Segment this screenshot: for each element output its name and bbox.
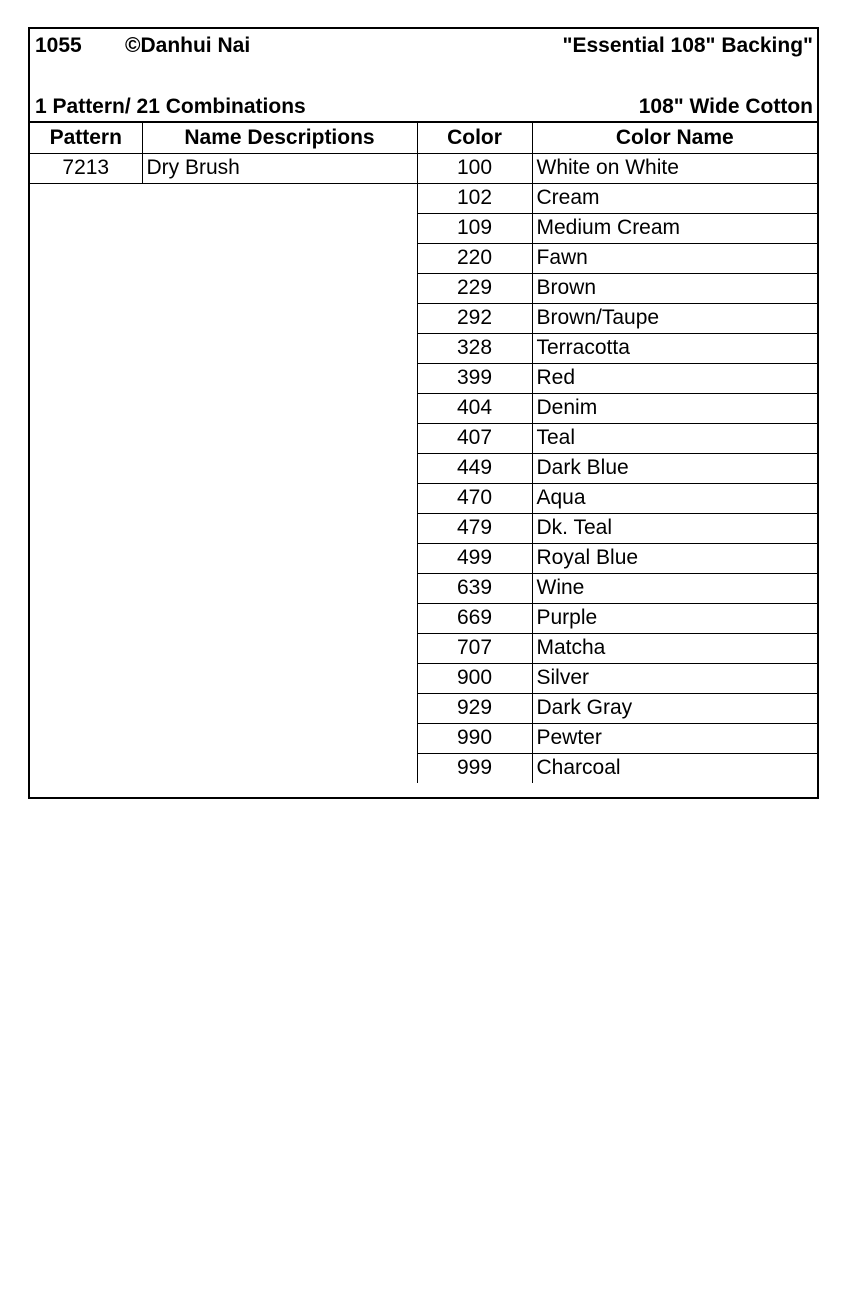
color-code: 929 — [417, 693, 532, 723]
color-name: Royal Blue — [532, 543, 817, 573]
pattern-count: 1 Pattern/ 21 Combinations — [35, 95, 306, 118]
color-card-sheet — [28, 27, 819, 799]
column-header-color-name: Color Name — [532, 122, 817, 153]
color-name: Terracotta — [532, 333, 817, 363]
color-name: Wine — [532, 573, 817, 603]
column-header-name-descriptions: Name Descriptions — [142, 122, 417, 153]
color-code: 479 — [417, 513, 532, 543]
color-code: 100 — [417, 153, 532, 183]
color-code: 470 — [417, 483, 532, 513]
collection-title: "Essential 108" Backing" — [562, 34, 813, 57]
fabric-width: 108" Wide Cotton — [638, 95, 813, 118]
color-name: Cream — [532, 183, 817, 213]
color-code: 990 — [417, 723, 532, 753]
color-name: Dark Gray — [532, 693, 817, 723]
color-code: 669 — [417, 603, 532, 633]
color-code: 999 — [417, 753, 532, 783]
color-name: Dark Blue — [532, 453, 817, 483]
color-code: 109 — [417, 213, 532, 243]
column-header-color: Color — [417, 122, 532, 153]
table-header-row — [30, 122, 817, 153]
color-code: 220 — [417, 243, 532, 273]
color-name: Matcha — [532, 633, 817, 663]
color-name: Medium Cream — [532, 213, 817, 243]
color-name: Dk. Teal — [532, 513, 817, 543]
color-name: Teal — [532, 423, 817, 453]
color-name: Charcoal — [532, 753, 817, 783]
color-code: 707 — [417, 633, 532, 663]
color-name: Fawn — [532, 243, 817, 273]
color-name: Brown/Taupe — [532, 303, 817, 333]
designer-name: ©Danhui Nai — [125, 34, 251, 57]
color-code: 449 — [417, 453, 532, 483]
color-code: 407 — [417, 423, 532, 453]
color-name: Brown — [532, 273, 817, 303]
table-row — [30, 153, 817, 183]
color-name: Purple — [532, 603, 817, 633]
collection-number: 1055 — [35, 34, 82, 57]
color-code: 499 — [417, 543, 532, 573]
color-name: Silver — [532, 663, 817, 693]
pattern-name: Dry Brush — [142, 153, 417, 183]
color-name: Aqua — [532, 483, 817, 513]
color-code: 292 — [417, 303, 532, 333]
color-name: Denim — [532, 393, 817, 423]
color-code: 102 — [417, 183, 532, 213]
color-code: 328 — [417, 333, 532, 363]
color-name: White on White — [532, 153, 817, 183]
column-header-pattern: Pattern — [30, 122, 142, 153]
color-code: 399 — [417, 363, 532, 393]
empty-pattern-area — [30, 183, 417, 783]
color-code: 229 — [417, 273, 532, 303]
color-code: 900 — [417, 663, 532, 693]
color-table — [30, 121, 817, 783]
color-code: 404 — [417, 393, 532, 423]
color-name: Red — [532, 363, 817, 393]
color-code: 639 — [417, 573, 532, 603]
color-name: Pewter — [532, 723, 817, 753]
pattern-number: 7213 — [30, 153, 142, 183]
table-row — [30, 183, 817, 213]
